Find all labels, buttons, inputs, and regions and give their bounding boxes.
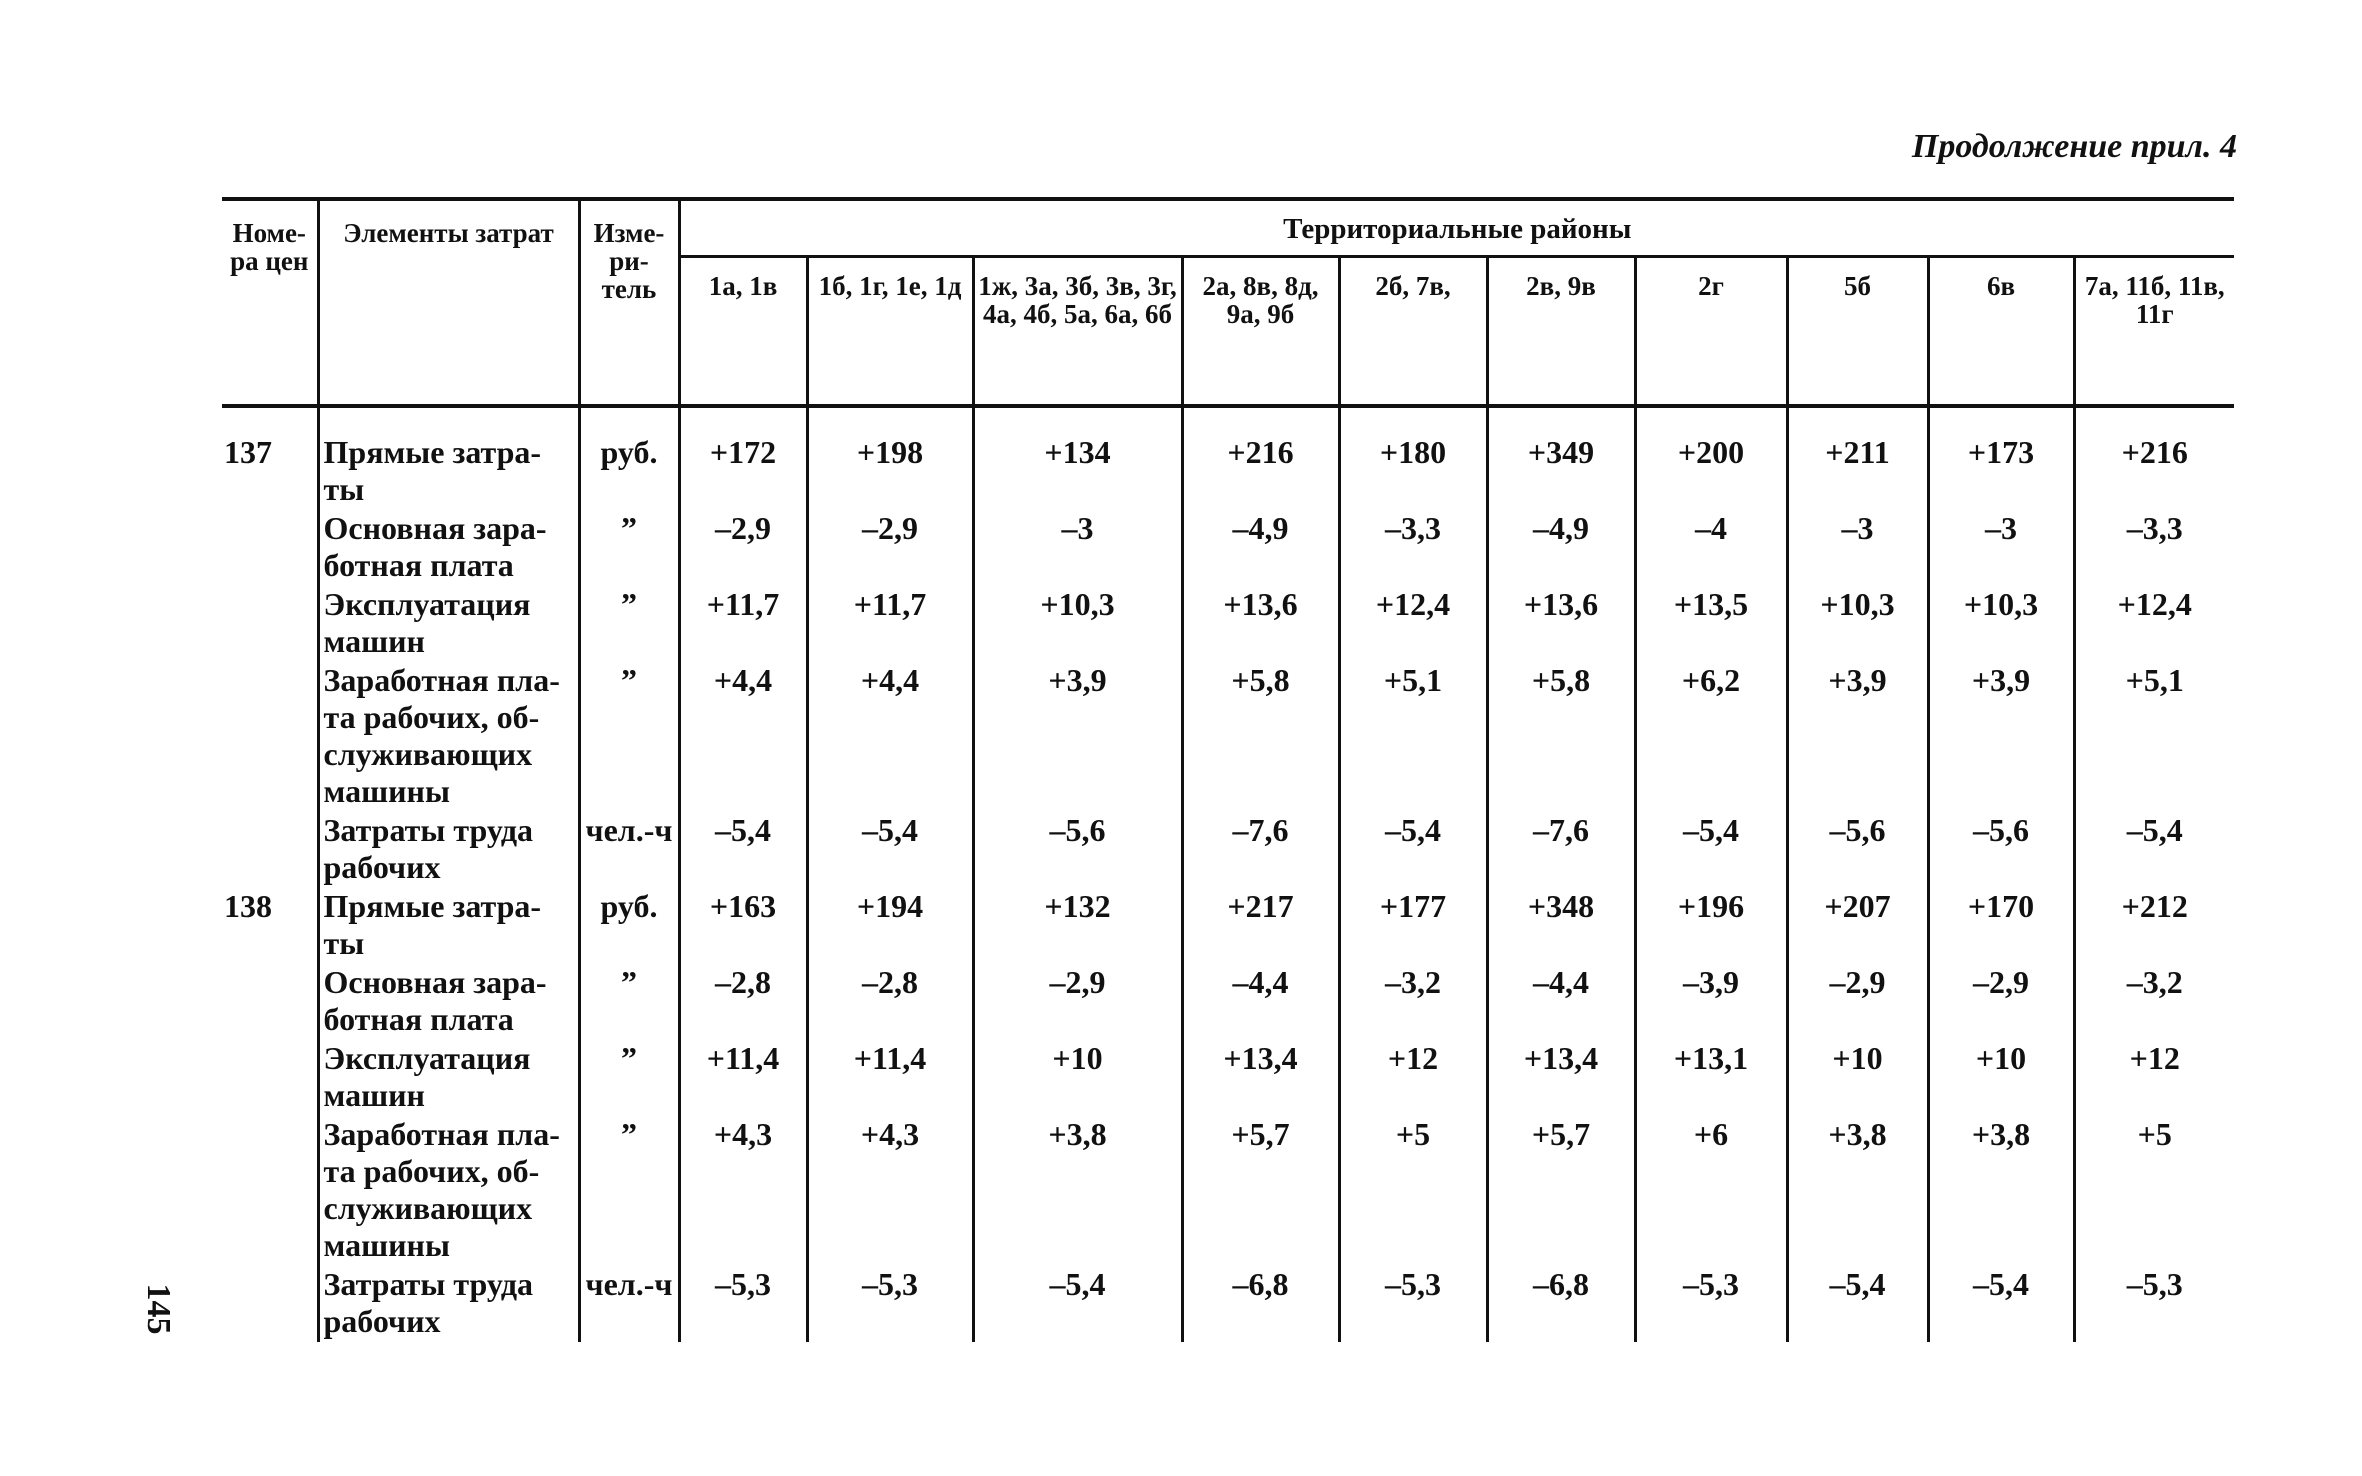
price-number — [222, 510, 318, 586]
unit-cell: ” — [579, 662, 679, 812]
value-cell: +6,2 — [1635, 662, 1787, 812]
value-cell: –5,6 — [973, 812, 1182, 888]
table-row — [222, 888, 2234, 964]
table-row — [222, 964, 2234, 1040]
unit-cell: руб. — [579, 406, 679, 510]
value-cell: +12 — [1339, 1040, 1487, 1116]
value-cell: +4,3 — [807, 1116, 973, 1266]
cost-element: Эксплуатация машин — [318, 586, 579, 662]
value-cell: +216 — [1182, 406, 1339, 510]
region-header: 5б — [1787, 257, 1928, 407]
value-cell: –6,8 — [1182, 1266, 1339, 1342]
value-cell: –3,2 — [2074, 964, 2234, 1040]
value-cell: –5,4 — [679, 812, 807, 888]
value-cell: –4,4 — [1182, 964, 1339, 1040]
value-cell: +216 — [2074, 406, 2234, 510]
value-cell: +194 — [807, 888, 973, 964]
region-header: 2г — [1635, 257, 1787, 407]
value-cell: +3,9 — [1787, 662, 1928, 812]
value-cell: +10,3 — [1787, 586, 1928, 662]
unit-cell: ” — [579, 1116, 679, 1266]
header-unit: Изме-ри-тель — [579, 199, 679, 406]
value-cell: +180 — [1339, 406, 1487, 510]
value-cell: +5,7 — [1182, 1116, 1339, 1266]
value-cell: –4,4 — [1487, 964, 1635, 1040]
value-cell: –4,9 — [1487, 510, 1635, 586]
value-cell: +217 — [1182, 888, 1339, 964]
region-header: 1б, 1г, 1е, 1д — [807, 257, 973, 407]
price-number — [222, 964, 318, 1040]
value-cell: +12 — [2074, 1040, 2234, 1116]
table-row — [222, 662, 2234, 812]
value-cell: –2,9 — [807, 510, 973, 586]
value-cell: +5,8 — [1182, 662, 1339, 812]
value-cell: +170 — [1928, 888, 2074, 964]
value-cell: –4 — [1635, 510, 1787, 586]
value-cell: +12,4 — [1339, 586, 1487, 662]
value-cell: +3,9 — [973, 662, 1182, 812]
price-number — [222, 1040, 318, 1116]
value-cell: –2,9 — [1928, 964, 2074, 1040]
value-cell: –3,3 — [2074, 510, 2234, 586]
value-cell: –5,4 — [2074, 812, 2234, 888]
value-cell: +212 — [2074, 888, 2234, 964]
value-cell: –5,4 — [807, 812, 973, 888]
cost-element: Затраты труда рабочих — [318, 1266, 579, 1342]
value-cell: –5,4 — [973, 1266, 1182, 1342]
value-cell: +10 — [1928, 1040, 2074, 1116]
value-cell: +11,4 — [807, 1040, 973, 1116]
value-cell: +207 — [1787, 888, 1928, 964]
value-cell: –2,8 — [807, 964, 973, 1040]
price-number: 137 — [224, 434, 272, 470]
continuation-caption: Продолжение прил. 4 — [1911, 128, 2237, 165]
value-cell: +11,7 — [679, 586, 807, 662]
value-cell: +348 — [1487, 888, 1635, 964]
value-cell: +11,4 — [679, 1040, 807, 1116]
value-cell: –5,4 — [1787, 1266, 1928, 1342]
cost-table — [222, 197, 2234, 1342]
value-cell: +6 — [1635, 1116, 1787, 1266]
page-number: 145 — [140, 1283, 177, 1335]
value-cell: +4,3 — [679, 1116, 807, 1266]
price-number — [222, 586, 318, 662]
unit-cell: ” — [579, 586, 679, 662]
table-row — [222, 1040, 2234, 1116]
cost-element: Эксплуатация машин — [318, 1040, 579, 1116]
value-cell: +10,3 — [1928, 586, 2074, 662]
price-number — [222, 1116, 318, 1266]
value-cell: –5,3 — [679, 1266, 807, 1342]
value-cell: –5,4 — [1635, 812, 1787, 888]
value-cell: –7,6 — [1487, 812, 1635, 888]
value-cell: +172 — [679, 406, 807, 510]
value-cell: +3,8 — [973, 1116, 1182, 1266]
value-cell: +10 — [1787, 1040, 1928, 1116]
header-elements: Элементы затрат — [318, 199, 579, 406]
value-cell: +4,4 — [679, 662, 807, 812]
value-cell: –5,4 — [1339, 812, 1487, 888]
unit-cell: руб. — [579, 888, 679, 964]
value-cell: –3,9 — [1635, 964, 1787, 1040]
value-cell: –7,6 — [1182, 812, 1339, 888]
value-cell: +5 — [2074, 1116, 2234, 1266]
unit-cell: ” — [579, 510, 679, 586]
value-cell: –3 — [1787, 510, 1928, 586]
value-cell: +13,6 — [1182, 586, 1339, 662]
value-cell: –4,9 — [1182, 510, 1339, 586]
value-cell: +163 — [679, 888, 807, 964]
value-cell: +10 — [973, 1040, 1182, 1116]
region-header: 2в, 9в — [1487, 257, 1635, 407]
value-cell: +134 — [973, 406, 1182, 510]
value-cell: +349 — [1487, 406, 1635, 510]
value-cell: +5,1 — [2074, 662, 2234, 812]
value-cell: –3,2 — [1339, 964, 1487, 1040]
cost-element: Прямые затра-ты — [318, 406, 579, 510]
value-cell: –5,4 — [1928, 1266, 2074, 1342]
region-header: 2а, 8в, 8д, 9а, 9б — [1182, 257, 1339, 407]
value-cell: +3,8 — [1787, 1116, 1928, 1266]
value-cell: +177 — [1339, 888, 1487, 964]
value-cell: –2,8 — [679, 964, 807, 1040]
value-cell: +13,5 — [1635, 586, 1787, 662]
value-cell: +5,8 — [1487, 662, 1635, 812]
value-cell: +13,4 — [1487, 1040, 1635, 1116]
value-cell: +11,7 — [807, 586, 973, 662]
region-header: 6в — [1928, 257, 2074, 407]
unit-cell: ” — [579, 1040, 679, 1116]
value-cell: +211 — [1787, 406, 1928, 510]
table-row — [222, 1116, 2234, 1266]
cost-element: Прямые затра-ты — [318, 888, 579, 964]
header-regions-title: Территориальные районы — [679, 199, 2234, 257]
table-row — [222, 510, 2234, 586]
region-header: 1а, 1в — [679, 257, 807, 407]
value-cell: –3,3 — [1339, 510, 1487, 586]
value-cell: –5,3 — [1339, 1266, 1487, 1342]
value-cell: +5,1 — [1339, 662, 1487, 812]
value-cell: +200 — [1635, 406, 1787, 510]
price-number — [222, 662, 318, 812]
value-cell: +5 — [1339, 1116, 1487, 1266]
unit-cell: ” — [579, 964, 679, 1040]
value-cell: +12,4 — [2074, 586, 2234, 662]
value-cell: –2,9 — [1787, 964, 1928, 1040]
value-cell: +13,6 — [1487, 586, 1635, 662]
value-cell: –5,6 — [1787, 812, 1928, 888]
unit-cell: чел.-ч — [579, 1266, 679, 1342]
cost-element: Затраты труда рабочих — [318, 812, 579, 888]
table-row — [222, 406, 2234, 510]
region-header: 7а, 11б, 11в, 11г — [2074, 257, 2234, 407]
value-cell: +3,8 — [1928, 1116, 2074, 1266]
value-cell: –5,3 — [2074, 1266, 2234, 1342]
value-cell: –2,9 — [973, 964, 1182, 1040]
table-row — [222, 1266, 2234, 1342]
value-cell: +5,7 — [1487, 1116, 1635, 1266]
value-cell: +196 — [1635, 888, 1787, 964]
value-cell: –5,3 — [807, 1266, 973, 1342]
unit-cell: чел.-ч — [579, 812, 679, 888]
value-cell: +3,9 — [1928, 662, 2074, 812]
table-row — [222, 812, 2234, 888]
value-cell: –6,8 — [1487, 1266, 1635, 1342]
value-cell: +13,4 — [1182, 1040, 1339, 1116]
value-cell: –3 — [1928, 510, 2074, 586]
value-cell: +13,1 — [1635, 1040, 1787, 1116]
value-cell: +198 — [807, 406, 973, 510]
cost-element: Основная зара-ботная плата — [318, 964, 579, 1040]
value-cell: –3 — [973, 510, 1182, 586]
value-cell: –2,9 — [679, 510, 807, 586]
value-cell: +132 — [973, 888, 1182, 964]
value-cell: –5,6 — [1928, 812, 2074, 888]
value-cell: +4,4 — [807, 662, 973, 812]
value-cell: +10,3 — [973, 586, 1182, 662]
price-number — [222, 1266, 318, 1342]
price-number — [222, 812, 318, 888]
table-row — [222, 586, 2234, 662]
region-header: 2б, 7в, — [1339, 257, 1487, 407]
cost-element: Основная зара-ботная плата — [318, 510, 579, 586]
cost-element: Заработная пла-та рабочих, об-служивающих машины — [318, 1116, 579, 1266]
value-cell: –5,3 — [1635, 1266, 1787, 1342]
cost-element: Заработная пла-та рабочих, об-служивающих машины — [318, 662, 579, 812]
region-header: 1ж, 3а, 3б, 3в, 3г, 4а, 4б, 5а, 6а, 6б — [973, 257, 1182, 407]
value-cell: +173 — [1928, 406, 2074, 510]
header-number: Номе-ра цен — [222, 199, 318, 406]
price-number: 138 — [224, 888, 272, 924]
